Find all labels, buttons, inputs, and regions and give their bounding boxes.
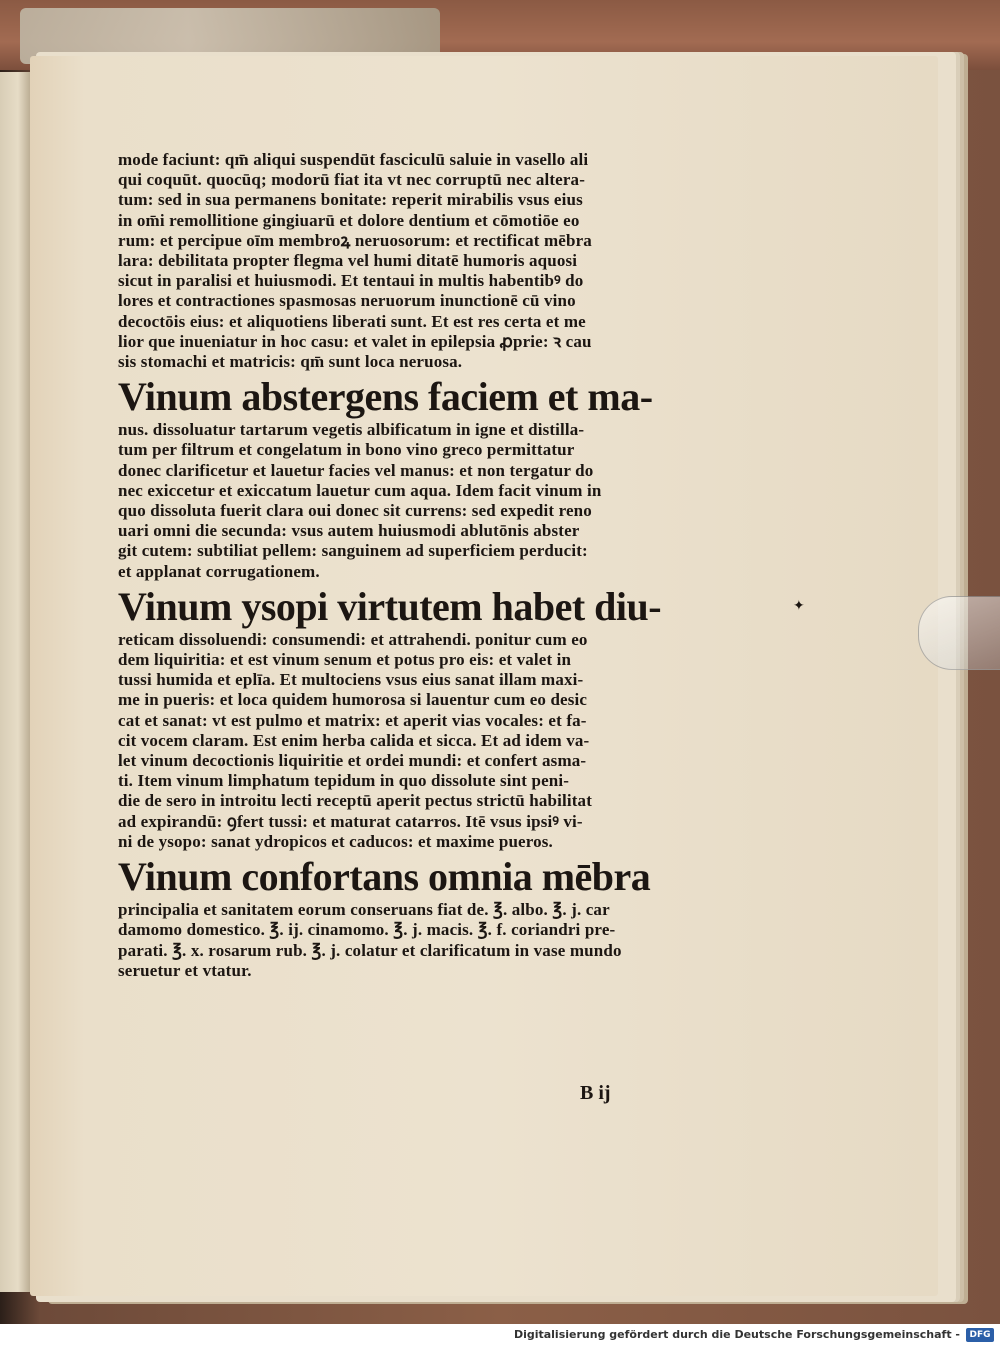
- page-clip: [918, 596, 1000, 670]
- text-line: et applanat corrugationem.: [118, 561, 320, 581]
- ink-mark-icon: ✦: [793, 598, 805, 614]
- paragraph-heading: Vinum ysopi virtutem habet diu-: [118, 583, 662, 629]
- text-line: damomo domestico. ℥. ij. cinamomo. ℥. j. macis. ℥. f. coriandri pre-: [118, 920, 616, 940]
- text-line: donec clarificetur et lauetur facies vel manus: et non tergatur do: [118, 460, 594, 480]
- text-line: tum: sed in sua permanens bonitate: reperit mirabilis vsus eius: [118, 190, 583, 210]
- text-line: lara: debilitata propter flegma vel humi ditatē humoris aquosi: [118, 251, 578, 271]
- text-line: reticam dissoluendi: consumendi: et attrahendi. ponitur cum eo: [118, 629, 588, 649]
- text-line: tussi humida et eplīa. Et multociens vsus eius sanat illam maxi-: [118, 670, 584, 690]
- text-line: die de sero in introitu lecti receptū aperit pectus strictū habilitat: [118, 791, 593, 811]
- text-line: ti. Item vinum limphatum tepidum in quo dissolute sint peni-: [118, 771, 570, 791]
- text-line: ni de ysopo: sanat ydropicos et caducos: et maxime pueros.: [118, 831, 553, 851]
- text-line: let vinum decoctionis liquiritie et ordei mundi: et confert asma-: [118, 751, 587, 771]
- paragraph-heading: Vinum confortans omnia mēbra: [118, 854, 651, 900]
- paragraph: [118, 854, 704, 981]
- text-line: rum: et percipue oīm membroꝝ neruosorum: et rectificat mēbra: [118, 230, 592, 250]
- text-line: seruetur et vtatur.: [118, 960, 252, 980]
- text-line: nus. dissoluatur tartarum vegetis albificatum in igne et distilla-: [118, 420, 585, 440]
- text-line: cit vocem claram. Est enim herba calida et sicca. Et ad idem va-: [118, 730, 590, 750]
- text-line: lores et contractiones spasmosas neruorum inunctionē cū vino: [118, 291, 576, 311]
- text-line: tum per filtrum et congelatum in bono vino greco permittatur: [118, 440, 575, 460]
- text-line: dem liquiritia: et est vinum senum et potus pro eis: et valet in: [118, 650, 572, 670]
- text-line: me in pueris: et loca quidem humorosa si lauentur cum eo desic: [118, 690, 588, 710]
- paragraph-heading: Vinum abstergens faciem et ma-: [118, 374, 653, 420]
- text-line: quo dissoluta fuerit clara oui donec sit currens: sed expedit reno: [118, 501, 592, 521]
- text-line: mode faciunt: qm̄ aliqui suspendūt fasciculū saluie in vasello ali: [118, 150, 589, 169]
- footer-bar: [0, 1324, 1000, 1346]
- paragraph: [118, 374, 704, 582]
- text-line: principalia et sanitatem eorum conseruans fiat de. ℥. albo. ℥. j. car: [118, 900, 610, 920]
- text-line: ad expirandū: ꝯfert tussi: et maturat catarros. Itē vsus ipsiꝰ vi-: [118, 811, 583, 831]
- left-page-edge: [0, 72, 32, 1292]
- text-line: git cutem: subtiliat pellem: sanguinem ad superficiem perducit:: [118, 541, 588, 561]
- text-line: qui coquūt. quocūq; modorū fiat ita vt nec corruptū nec altera-: [118, 170, 586, 190]
- paragraph: [118, 150, 704, 372]
- text-line: nec exiccetur et exiccatum lauetur cum aqua. Idem facit vinum in: [118, 480, 602, 500]
- page-text-block: [118, 150, 704, 981]
- signature-mark: B ij: [580, 1082, 611, 1104]
- dfg-logo: DFG: [966, 1328, 994, 1342]
- text-line: sicut in paralisi et huiusmodi. Et tentaui in multis habentibꝰ do: [118, 271, 584, 291]
- funding-credit: Digitalisierung gefördert durch die Deutsche Forschungsgemeinschaft -: [513, 1328, 960, 1341]
- paragraph: [118, 584, 704, 852]
- text-line: in om̄i remollitione gingiuarū et dolore dentium et cōmotiōe eo: [118, 210, 580, 230]
- text-line: decoctōis eius: et aliquotiens liberati sunt. Et est res certa et me: [118, 311, 586, 331]
- text-line: lior que inueniatur in hoc casu: et valet in epilepsia ꝓprie: ꝛ cau: [118, 331, 592, 351]
- text-line: sis stomachi et matricis: qm̄ sunt loca neruosa.: [118, 352, 463, 372]
- text-line: cat et sanat: vt est pulmo et matrix: et aperit vias vocales: et fa-: [118, 710, 587, 730]
- text-line: uari omni die secunda: vsus autem huiusmodi ablutōnis abster: [118, 521, 580, 541]
- text-line: parati. ℥. x. rosarum rub. ℥. j. colatur et clarificatum in vase mundo: [118, 940, 622, 960]
